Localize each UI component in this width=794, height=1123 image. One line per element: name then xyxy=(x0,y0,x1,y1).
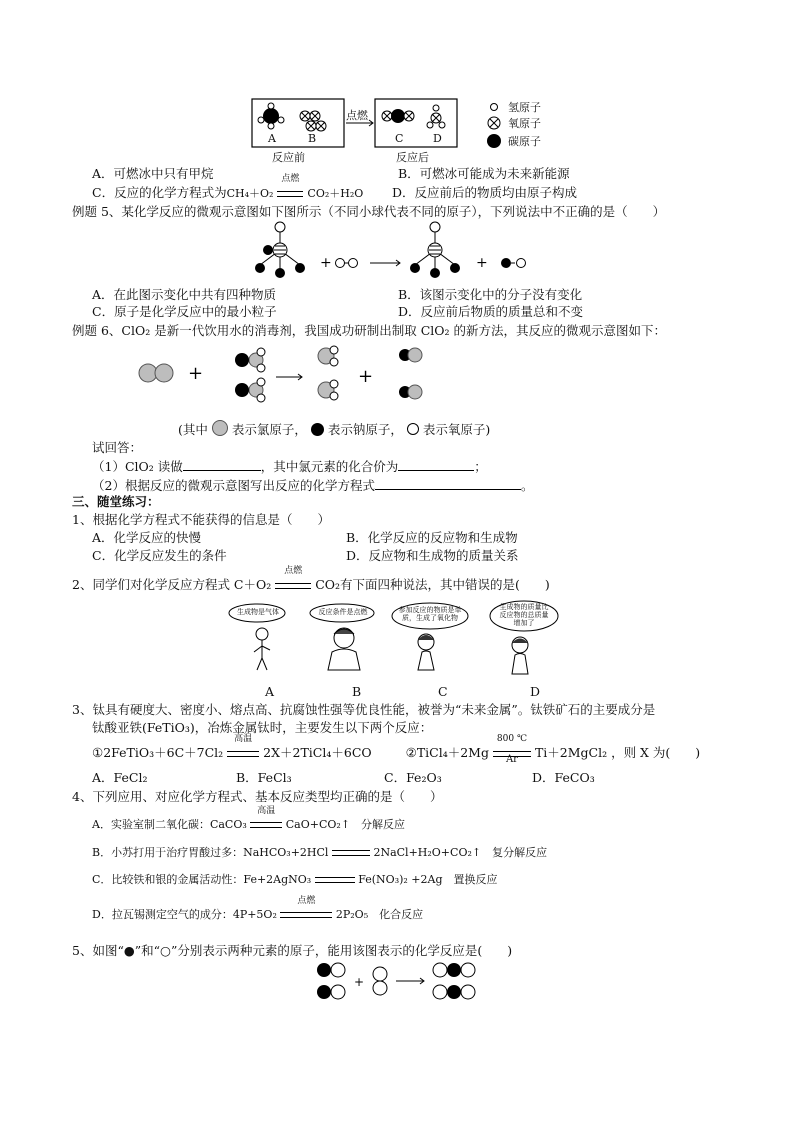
label-d: D xyxy=(433,132,442,145)
q1-option-c: C．化学反应发生的条件 xyxy=(92,548,227,563)
ex4-option-d: D．反应前后的物质均由原子构成 xyxy=(392,185,578,200)
ex5-option-a: A．在此图示变化中共有四种物质 xyxy=(92,287,277,302)
legend-oxygen: 氧原子 xyxy=(508,117,541,130)
label-b: B xyxy=(308,132,317,145)
atom-legend xyxy=(486,100,566,152)
ex5-diagram xyxy=(250,220,540,288)
q3-reactions: ①2FeTiO₃＋6C＋7Cl₂ 高温 2X＋2TiCl₄＋6CO ②TiCl₄＋2Mg 800 ℃ Ar Ti＋2MgCl₂ ，则 X 为( ) xyxy=(92,734,701,765)
q3-option-c: C．Fe₂O₃ xyxy=(384,770,442,785)
q5-diagram xyxy=(310,960,490,1004)
section-heading: 三、随堂练习： xyxy=(72,494,160,509)
chlorine-icon xyxy=(212,420,228,436)
svg-text:+: + xyxy=(354,975,365,989)
q3-line2: 钛酸亚铁(FeTiO₃)，冶炼金属钛时，主要发生以下两个反应： xyxy=(92,720,433,735)
q1-stem: 1、根据化学方程式不能获得的信息是（ ） xyxy=(72,512,330,527)
ex6-reaction-svg xyxy=(130,340,440,412)
q2-stem: 2、同学们对化学反应方程式 C＋O₂ 点燃 CO₂有下面四种说法，其中错误的是( ) xyxy=(72,566,550,592)
oxygen-icon xyxy=(407,423,419,435)
q4-option-b: B．小苏打用于治疗胃酸过多：NaHCO₃+2HCl 2NaCl+H₂O+CO₂↑ 复分解反应 xyxy=(92,846,548,859)
svg-text:+: + xyxy=(320,255,332,271)
q3-option-d: D．FeCO₃ xyxy=(532,770,595,785)
arrow-label: 点燃 xyxy=(346,109,368,122)
q5-stem: 5、如图“●”和“○”分别表示两种元素的原子，能用该图表示的化学反应是( ) xyxy=(72,943,513,958)
cartoon-label-c: C xyxy=(438,684,448,699)
ex4-option-b: B．可燃冰可能成为未来新能源 xyxy=(398,166,570,181)
caption-after: 反应后 xyxy=(396,151,429,164)
ex5-option-c: C．原子是化学反应中的最小粒子 xyxy=(92,304,277,319)
ex4-option-c: C．反应的化学方程式为CH₄＋O₂ 点燃 CO₂＋H₂O xyxy=(92,174,364,200)
q2-cartoons xyxy=(222,600,562,700)
bubble-b: 反应条件是点燃 xyxy=(318,608,368,616)
legend-carbon: 碳原子 xyxy=(508,135,541,148)
ex6-question: 例题 6、ClO₂ 是新一代饮用水的消毒剂，我国成功研制出制取 ClO₂ 的新方法，其反应的微观示意图如下： xyxy=(72,323,666,338)
bubble-d: 生成物的质量比反应物的总质量增加了 xyxy=(499,603,549,627)
q1-option-d: D．反应物和生成物的质量关系 xyxy=(346,548,519,563)
q5-reaction-svg xyxy=(310,960,490,1004)
svg-text:+: + xyxy=(188,363,204,384)
ex5-option-d: D．反应前后物质的质量总和不变 xyxy=(398,304,584,319)
cartoon-label-b: B xyxy=(352,684,362,699)
ex6-q2: （2）根据反应的微观示意图写出反应的化学方程式 。 xyxy=(92,478,534,493)
q4-option-a: A．实验室制二氧化碳：CaCO₃ 高温 CaO+CO₂↑ 分解反应 xyxy=(92,806,406,831)
q4-option-d: D．拉瓦锡测定空气的成分：4P+5O₂ 点燃 2P₂O₅ 化合反应 xyxy=(92,896,424,921)
ex5-option-b: B．该图示变化中的分子没有变化 xyxy=(398,287,583,302)
svg-text:+: + xyxy=(476,255,488,271)
q3-option-b: B．FeCl₃ xyxy=(236,770,292,785)
label-c: C xyxy=(395,132,404,145)
ex5-reaction-svg xyxy=(250,220,540,288)
ex4-option-a: A．可燃冰中只有甲烷 xyxy=(92,166,214,181)
cartoon-label-a: A xyxy=(265,684,275,699)
ex6-legend: (其中 表示氯原子， 表示钠原子， 表示氧原子) xyxy=(178,422,491,437)
q3-line1: 3、钛具有硬度大、密度小、熔点高、抗腐蚀性强等优良性能，被誉为“未来金属”。钛铁矿石的主要成分是 xyxy=(72,702,656,717)
caption-before: 反应前 xyxy=(272,151,305,164)
ex6-diagram xyxy=(130,340,440,412)
label-a: A xyxy=(268,132,276,145)
q3-option-a: A．FeCl₂ xyxy=(92,770,148,785)
legend-symbols xyxy=(486,100,506,152)
sodium-icon xyxy=(311,423,324,436)
q4-option-c: C．比较铁和银的金属活动性：Fe+2AgNO₃ Fe(NO₃)₂ +2Ag 置换反应 xyxy=(92,873,498,886)
legend-hydrogen: 氢原子 xyxy=(508,101,541,114)
ex6-q1: （1）ClO₂ 读做 ，其中氯元素的化合价为 ； xyxy=(92,459,487,474)
svg-text:+: + xyxy=(358,366,374,387)
cartoon-label-d: D xyxy=(530,684,541,699)
bubble-c: 参加反应的物质是单质，生成了氧化物 xyxy=(398,606,462,622)
bubble-a: 生成物是气体 xyxy=(237,608,279,616)
q1-option-a: A．化学反应的快慢 xyxy=(92,530,202,545)
q4-stem: 4、下列应用、对应化学方程式、基本反应类型均正确的是（ ） xyxy=(72,789,443,804)
q1-option-b: B．化学反应的反应物和生成物 xyxy=(346,530,518,545)
ex5-question: 例题 5、某化学反应的微观示意图如下图所示（不同小球代表不同的原子），下列说法中不正确的是（ ） xyxy=(72,204,666,219)
ex6-try: 试回答： xyxy=(92,440,143,455)
